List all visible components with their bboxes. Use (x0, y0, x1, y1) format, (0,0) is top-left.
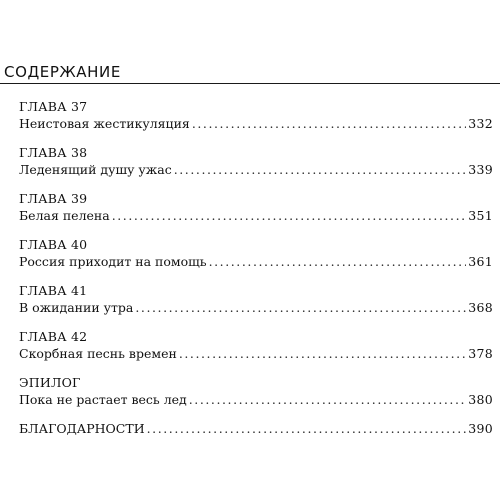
chapter-title: Белая пелена (19, 208, 110, 223)
page-number: 368 (468, 300, 493, 315)
page-number: 361 (468, 254, 493, 269)
dot-leader (189, 391, 467, 408)
toc-entry-epilogue[interactable] (19, 374, 493, 408)
page-number: 378 (468, 346, 493, 361)
toc-row (19, 299, 493, 316)
page-number: 351 (468, 208, 493, 223)
chapter-title: Леденящий душу ужас (19, 162, 172, 177)
toc-row (19, 391, 493, 408)
dot-leader (179, 345, 466, 362)
toc-entry-chapter-42[interactable] (19, 328, 493, 362)
toc-row (19, 420, 493, 437)
chapter-title: Россия приходит на помощь (19, 254, 207, 269)
chapter-label: ГЛАВА 39 (19, 191, 88, 206)
dot-leader (135, 299, 466, 316)
dot-leader (192, 115, 466, 132)
dot-leader (112, 207, 467, 224)
toc-row (19, 115, 493, 132)
chapter-label: ГЛАВА 41 (19, 283, 88, 298)
dot-leader (174, 161, 467, 178)
chapter-label: ГЛАВА 42 (19, 329, 88, 344)
page-number: 390 (468, 421, 493, 436)
chapter-label: ЭПИЛОГ (19, 375, 81, 390)
chapter-label: ГЛАВА 40 (19, 237, 88, 252)
toc-entry-chapter-38[interactable] (19, 144, 493, 178)
page-number: 339 (468, 162, 493, 177)
toc-entry-chapter-41[interactable] (19, 282, 493, 316)
chapter-title: БЛАГОДАРНОСТИ (19, 421, 145, 436)
toc-entry-chapter-37[interactable] (19, 98, 493, 132)
page-number: 332 (468, 116, 493, 131)
dot-leader (209, 253, 467, 270)
dot-leader (147, 420, 467, 437)
heading-rule (0, 83, 500, 84)
chapter-title: Скорбная песнь времен (19, 346, 177, 361)
toc-row (19, 207, 493, 224)
toc-list (19, 98, 493, 449)
page-number: 380 (468, 392, 493, 407)
chapter-title: Неистовая жестикуляция (19, 116, 190, 131)
chapter-label: ГЛАВА 38 (19, 145, 88, 160)
toc-heading: СОДЕРЖАНИЕ (4, 63, 121, 81)
toc-row (19, 253, 493, 270)
chapter-title: Пока не растает весь лед (19, 392, 187, 407)
chapter-title: В ожидании утра (19, 300, 134, 315)
toc-entry-chapter-39[interactable] (19, 190, 493, 224)
toc-entry-acknowledgements[interactable] (19, 420, 493, 437)
toc-entry-chapter-40[interactable] (19, 236, 493, 270)
chapter-label: ГЛАВА 37 (19, 99, 88, 114)
toc-row (19, 345, 493, 362)
toc-row (19, 161, 493, 178)
